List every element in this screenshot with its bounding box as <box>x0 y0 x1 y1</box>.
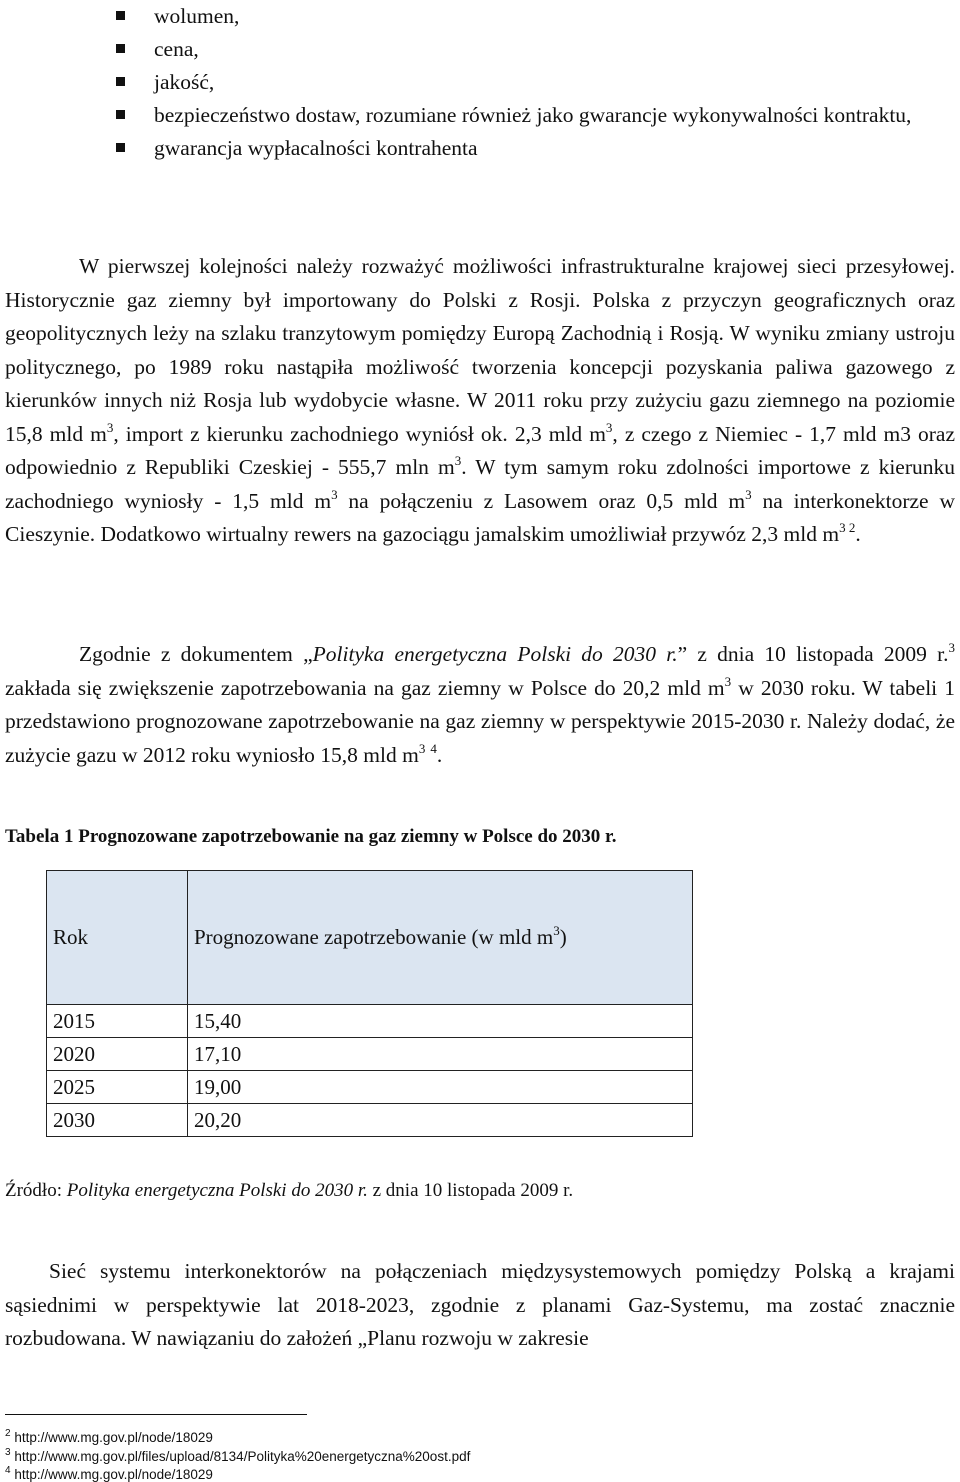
paragraph-energy-policy: Zgodnie z dokumentem „Polityka energetyczna Polski do 2030 r.” z dnia 10 listopada 2009 r.$^3$ zakłada się zwiększenie zapotrzebowania na gaz ziemny w Polsce do 20,2 mld $m^3$ w 2030 roku. W tabeli 1 przedstawiono prognozowane zapotrzebowanie na gaz ziemny w perspektywie 2015-2030 r. Należy dodać, że zużycie gazu w 2012 roku wyniosło 15,8 mld $m^3$ $^4$. <box>5 640 955 767</box>
table-source: Źródło: Polityka energetyczna Polski do 2030 r. z dnia 10 listopada 2009 r. <box>5 1180 574 1201</box>
year-cell: 2025 <box>47 1071 188 1104</box>
table-row <box>47 1071 693 1104</box>
square-bullet-icon <box>116 77 125 86</box>
criteria-bullet-list <box>0 0 960 165</box>
square-bullet-icon <box>116 44 125 53</box>
header-cell-demand: Prognozowane zapotrzebowanie (w mld $m^3$) <box>188 871 693 1005</box>
year-cell: 2030 <box>47 1104 188 1137</box>
footnote-3: $^3$ http://www.mg.gov.pl/files/upload/8134/Polityka%20energetyczna%20ost.pdf <box>5 1447 471 1464</box>
square-bullet-icon <box>116 11 125 20</box>
gas-demand-table <box>46 870 693 1137</box>
square-bullet-icon <box>116 143 125 152</box>
bullet-item: cena, <box>0 33 960 66</box>
demand-cell: 20,20 <box>188 1104 693 1137</box>
document-title: Polityka energetyczna Polski do 2030 r. <box>312 642 678 666</box>
footnote-2: $^2$ http://www.mg.gov.pl/node/18029 <box>5 1428 213 1445</box>
square-bullet-icon <box>116 110 125 119</box>
table-row <box>47 1104 693 1137</box>
table-row <box>47 1038 693 1071</box>
footnote-separator <box>5 1414 307 1415</box>
paragraph-interconnectors: Sieć systemu interkonektorów na połączeniach międzysystemowych pomiędzy Polską a krajami sąsiednimi w perspektywie lat 2018-2023, zgodnie z planami Gaz-Systemu, ma zostać znacznie rozbudowana. W nawiązaniu do założeń „Planu rozwoju w zakresie <box>5 1259 955 1350</box>
year-cell: 2020 <box>47 1038 188 1071</box>
demand-cell: 17,10 <box>188 1038 693 1071</box>
bullet-item: bezpieczeństwo dostaw, rozumiane również jako gwarancje wykonywalności kontraktu, <box>0 99 960 132</box>
year-cell: 2015 <box>47 1005 188 1038</box>
paragraph-infrastructure: W pierwszej kolejności należy rozważyć możliwości infrastrukturalne krajowej sieci przesyłowej. Historycznie gaz ziemny był importowany do Polski z Rosji. Polska z przyczyn geograficznych oraz geopolitycznych leży na szlaku tranzytowym pomiędzy Europą Zachodnią i Rosją. W wyniku zmiany ustroju politycznego, po 1989 roku nastąpiła możliwość tworzenia koncepcji pozyskania paliwa gazowego z kierunków innych niż Rosja lub wydobycie własne. W 2011 roku przy zużyciu gazu ziemnego na poziomie 15,8 mld $m^3$, import z kierunku zachodniego wyniósł ok. 2,3 mld $m^3$, z czego z Niemiec - 1,7 mld m3 oraz odpowiednio z Republiki Czeskiej - 555,7 mln $m^3$. W tym samym roku zdolności importowe z kierunku zachodniego wyniosły - 1,5 mld $m^3$ na połączeniu z Lasowem oraz 0,5 mld $m^3$ na interkonektorze w Cieszynie. Dodatkowo wirtualny rewers na gazociągu jamalskim umożliwiał przywóz 2,3 mld $m^{3 2}$. <box>5 254 956 546</box>
header-cell-year: Rok <box>47 871 188 1005</box>
footnote-4: $^4$ http://www.mg.gov.pl/node/18029 <box>5 1465 213 1482</box>
bullet-item: jakość, <box>0 66 960 99</box>
table-header-row <box>47 871 693 1005</box>
table-caption: Tabela 1 Prognozowane zapotrzebowanie na gaz ziemny w Polsce do 2030 r. <box>5 826 617 847</box>
demand-cell: 15,40 <box>188 1005 693 1038</box>
bullet-item: gwarancja wypłacalności kontrahenta <box>0 132 960 165</box>
table-row <box>47 1005 693 1038</box>
bullet-item: wolumen, <box>0 0 960 33</box>
demand-cell: 19,00 <box>188 1071 693 1104</box>
